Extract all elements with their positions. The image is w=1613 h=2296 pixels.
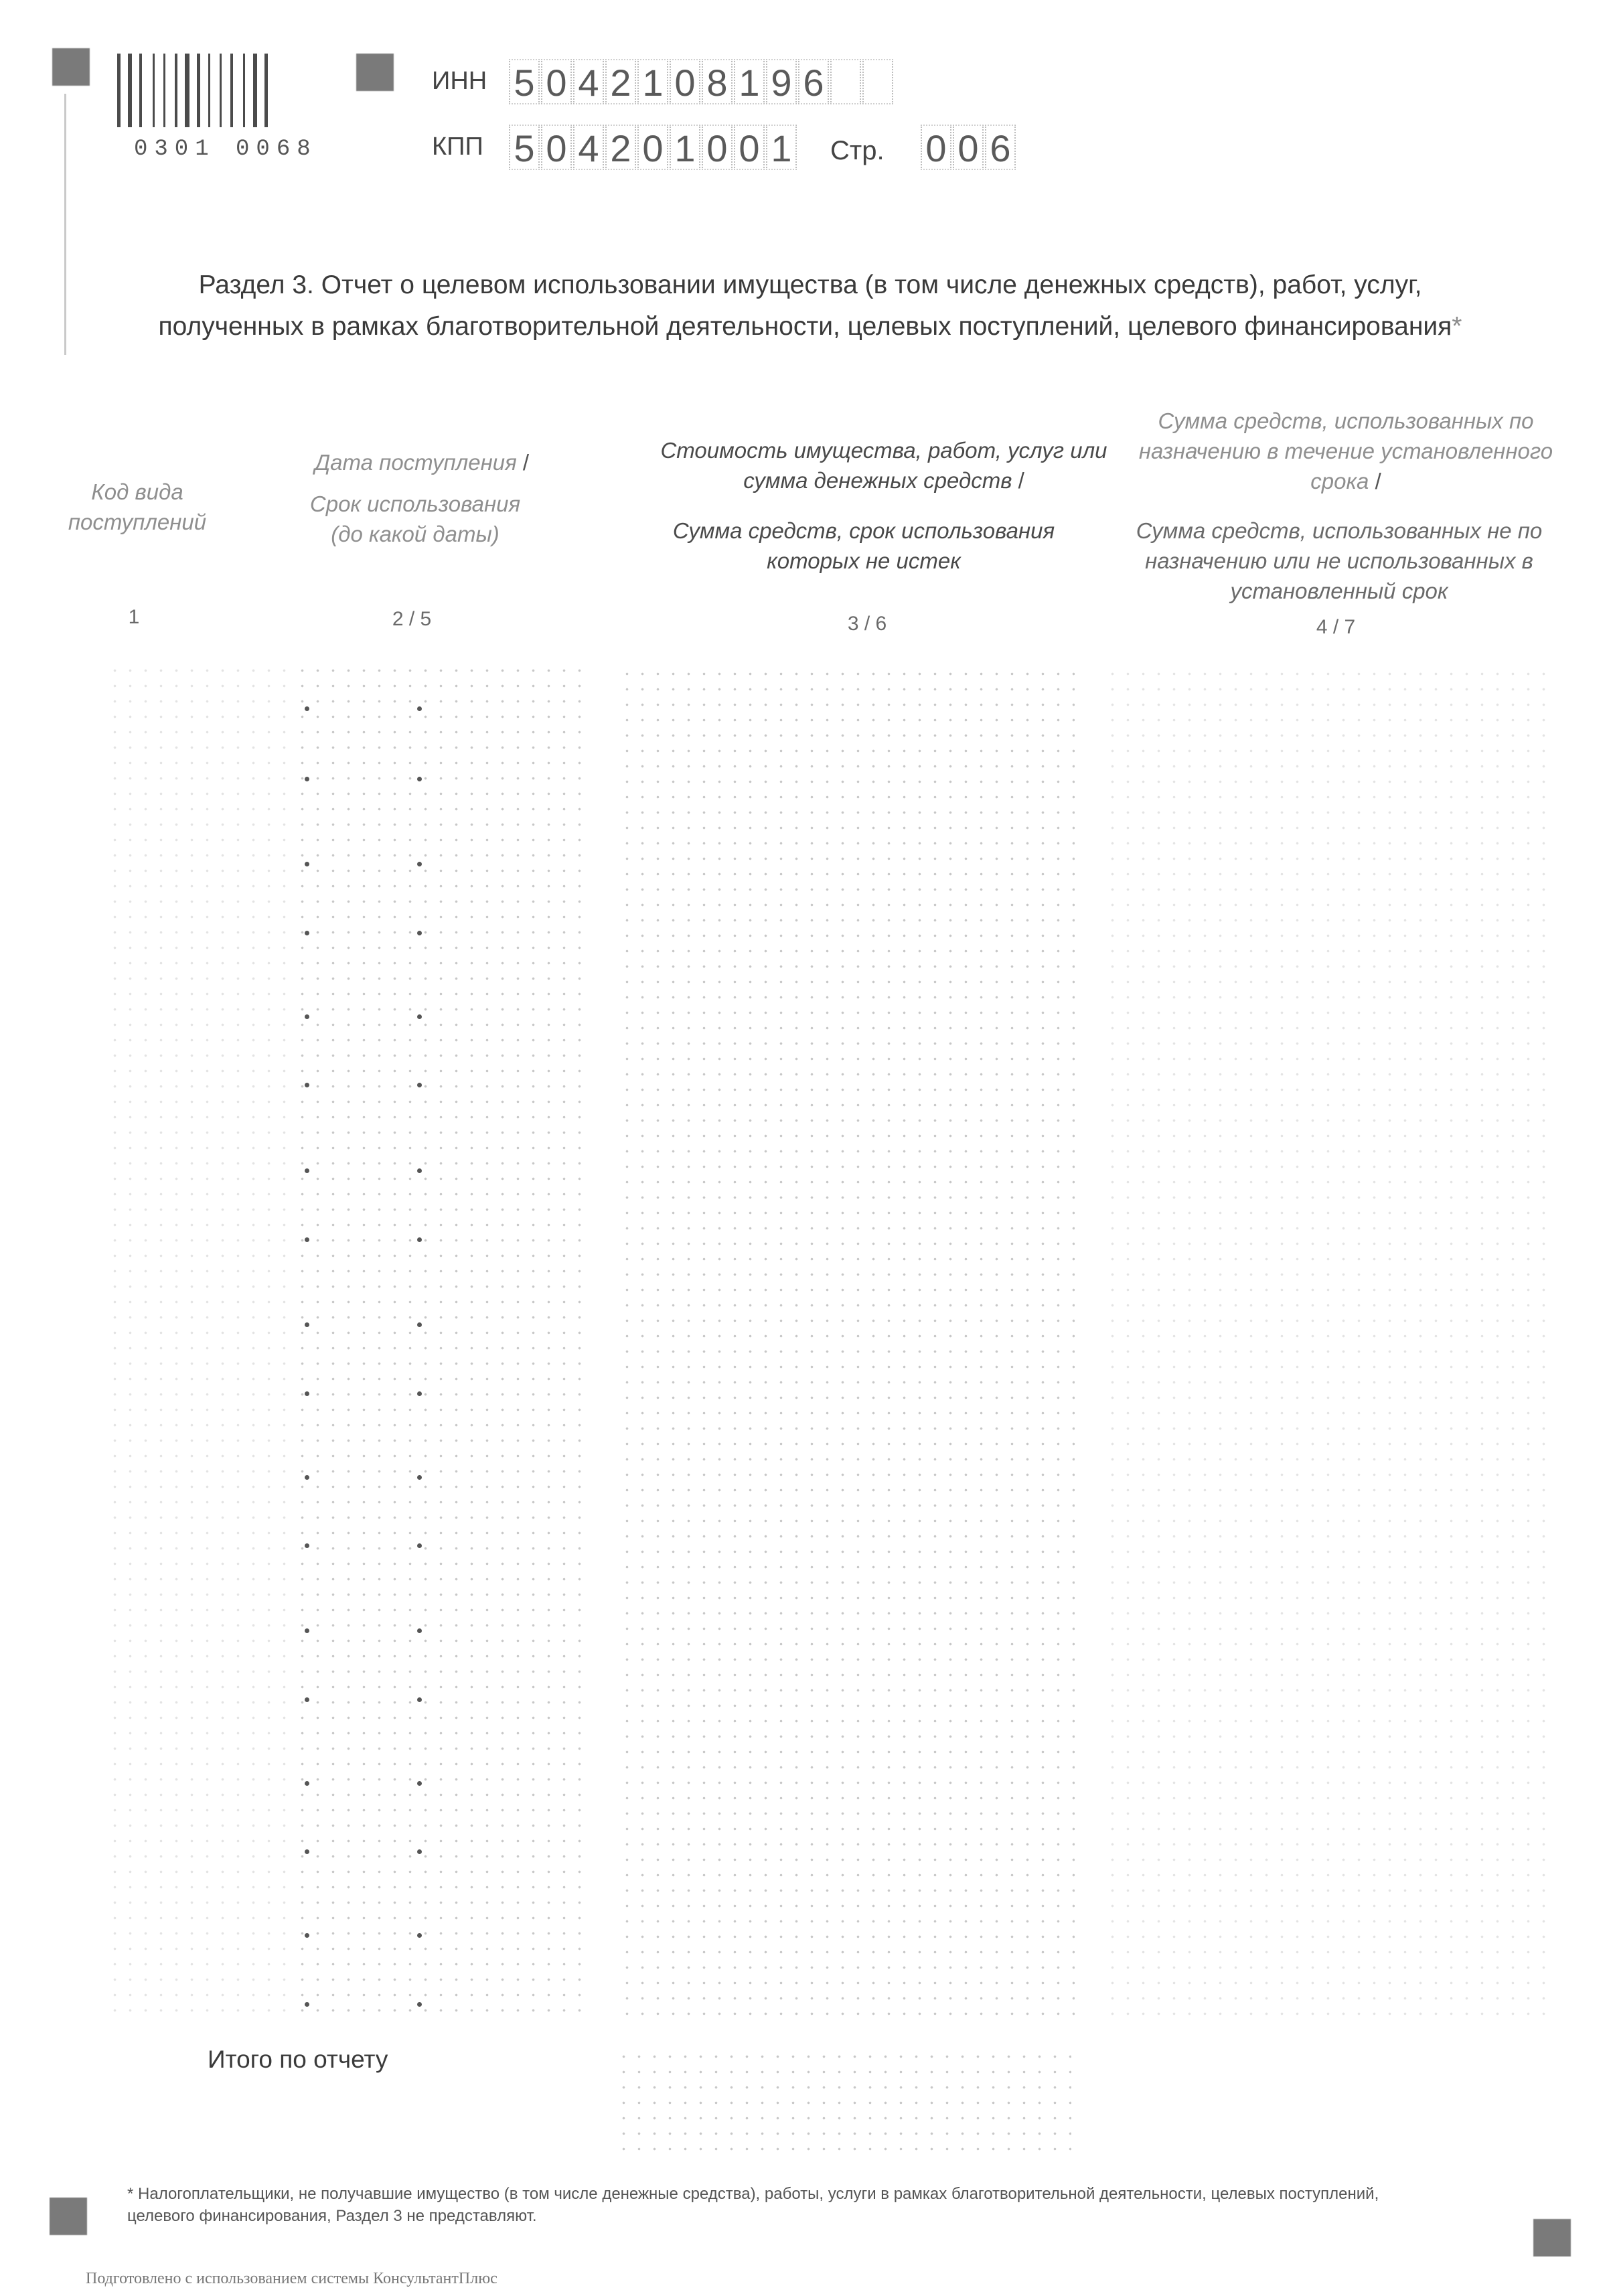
date-separator-dot: [305, 1933, 309, 1938]
barcode-bar: [139, 54, 142, 127]
date-separator-dot: [305, 1628, 309, 1633]
page-digit: 6: [985, 125, 1016, 170]
col1-number: 1: [128, 606, 140, 628]
kpp-digit: 0: [734, 125, 765, 170]
inn-label: ИНН: [432, 67, 487, 95]
date-separator-dot: [417, 1391, 422, 1396]
col3-number: 3 / 6: [847, 613, 887, 635]
col4-header-top: Сумма средств, использованных по назначению в течение установленного срока /: [1138, 408, 1553, 493]
barcode-bar: [163, 54, 165, 127]
inn-digit: [830, 59, 861, 104]
date-separator-dot: [305, 1014, 309, 1019]
page-digit: 0: [921, 125, 951, 170]
title-footnote-mark: *: [1452, 312, 1462, 341]
left-margin-line: [64, 94, 66, 355]
kpp-digit: 1: [766, 125, 797, 170]
page-cells: [921, 125, 1017, 170]
prepared-by: Подготовлено с использованием системы КонсультантПлюс: [86, 2270, 497, 2287]
barcode-bar: [153, 54, 155, 127]
kpp-digit: 1: [670, 125, 700, 170]
barcode-bar: [264, 54, 268, 127]
barcode-bar: [197, 54, 200, 127]
kpp-digit: 0: [541, 125, 572, 170]
date-separator-dot: [417, 1014, 422, 1019]
date-separator-dot: [305, 1322, 309, 1327]
footnote: * Налогоплательщики, не получавшие имущество (в том числе денежные средства), работы, услуги в рамках благотворительной деятельности, целевых поступлений, целевого финансирования, Раздел 3 не представляют.: [127, 2185, 1379, 2225]
section-title: [67, 264, 1553, 348]
date-separator-dot: [417, 2002, 422, 2007]
page-label: Стр.: [830, 136, 885, 165]
kpp-digit: 0: [637, 125, 668, 170]
date-separator-dot: [305, 706, 309, 711]
date-separator-dot: [305, 1697, 309, 1702]
grid-total: [616, 2049, 1071, 2156]
col2-header-top: Дата поступления /: [314, 450, 530, 475]
date-separator-dot: [417, 931, 422, 935]
inn-digit: 0: [541, 59, 572, 104]
col4-header-bottom: Сумма средств, использованных не по назначению или не использованных в установленный срок: [1136, 518, 1543, 603]
date-separator-dot: [305, 1391, 309, 1396]
barcode-bar: [128, 54, 132, 127]
inn-digit: 9: [766, 59, 797, 104]
col4-number: 4 / 7: [1316, 616, 1356, 638]
date-separator-dot: [305, 1543, 309, 1548]
date-separator-dot: [417, 777, 422, 781]
date-separator-dot: [305, 1475, 309, 1480]
date-separator-dot: [417, 862, 422, 866]
kpp-digit: 2: [605, 125, 636, 170]
barcode-bar: [253, 54, 257, 127]
barcode-bar: [185, 54, 189, 127]
barcode-bar: [208, 54, 210, 127]
date-separator-dot: [417, 1849, 422, 1854]
kpp-digit: 5: [509, 125, 540, 170]
date-separator-dot: [417, 1628, 422, 1633]
barcode-bar: [175, 54, 177, 127]
date-separator-dot: [305, 862, 309, 866]
corner-marker-bottom-left: [50, 2198, 87, 2235]
barcode-bar: [230, 54, 233, 127]
date-separator-dot: [417, 706, 422, 711]
inn-digit: 6: [798, 59, 829, 104]
date-separator-dot: [417, 1322, 422, 1327]
date-separator-dot: [305, 1237, 309, 1242]
inn-digit: [862, 59, 893, 104]
date-separator-dot: [417, 1697, 422, 1702]
inn-digit: 4: [573, 59, 604, 104]
grid-col2: [295, 663, 589, 2015]
grid-col1: [107, 663, 288, 2015]
date-separator-dot: [417, 1781, 422, 1786]
inn-digit: 1: [734, 59, 765, 104]
totals-label: Итого по отчету: [208, 2046, 388, 2073]
date-separator-dot: [417, 1933, 422, 1938]
date-separator-dot: [305, 777, 309, 781]
barcode-bar: [243, 54, 245, 127]
date-separator-dot: [305, 1083, 309, 1087]
grid-col3: [619, 666, 1075, 2019]
date-separator-dot: [417, 1543, 422, 1548]
date-separator-dot: [305, 1849, 309, 1854]
grid-col4: [1105, 666, 1553, 2019]
section-title-line2: полученных в рамках благотворительной деятельности, целевых поступлений, целевого финансирования: [158, 312, 1452, 341]
date-separator-dot: [305, 2002, 309, 2007]
date-separator-dot: [417, 1475, 422, 1480]
col2-number: 2 / 5: [392, 608, 432, 630]
inn-digit: 1: [637, 59, 668, 104]
barcode: [117, 54, 325, 131]
date-separator-dot: [305, 1168, 309, 1173]
inn-cells: [509, 59, 895, 104]
kpp-digit: 0: [702, 125, 733, 170]
col1-header: Код вида поступлений: [68, 479, 207, 534]
page-digit: 0: [953, 125, 984, 170]
section-title-line1: Раздел 3. Отчет о целевом использовании имущества (в том числе денежных средств), работ, услуг,: [198, 271, 1422, 299]
inn-digit: 0: [670, 59, 700, 104]
inn-digit: 8: [702, 59, 733, 104]
date-separator-dot: [305, 931, 309, 935]
kpp-cells: [509, 125, 798, 170]
date-separator-dot: [305, 1781, 309, 1786]
date-separator-dot: [417, 1083, 422, 1087]
barcode-bar: [220, 54, 222, 127]
corner-marker-top-center: [356, 54, 394, 91]
kpp-label: КПП: [432, 133, 483, 161]
kpp-digit: 4: [573, 125, 604, 170]
col3-header-bottom: Сумма средств, срок использования которых не истек: [672, 518, 1055, 573]
inn-digit: 5: [509, 59, 540, 104]
barcode-bar: [117, 54, 121, 127]
corner-marker-bottom-right: [1533, 2219, 1571, 2256]
corner-marker-top-left: [52, 48, 90, 86]
col2-header-bottom: Срок использования (до какой даты): [309, 491, 521, 546]
date-separator-dot: [417, 1168, 422, 1173]
inn-digit: 2: [605, 59, 636, 104]
barcode-number: 0301 0068: [134, 137, 317, 162]
col3-header-top: Стоимость имущества, работ, услуг или сумма денежных средств /: [660, 438, 1107, 493]
date-separator-dot: [417, 1237, 422, 1242]
